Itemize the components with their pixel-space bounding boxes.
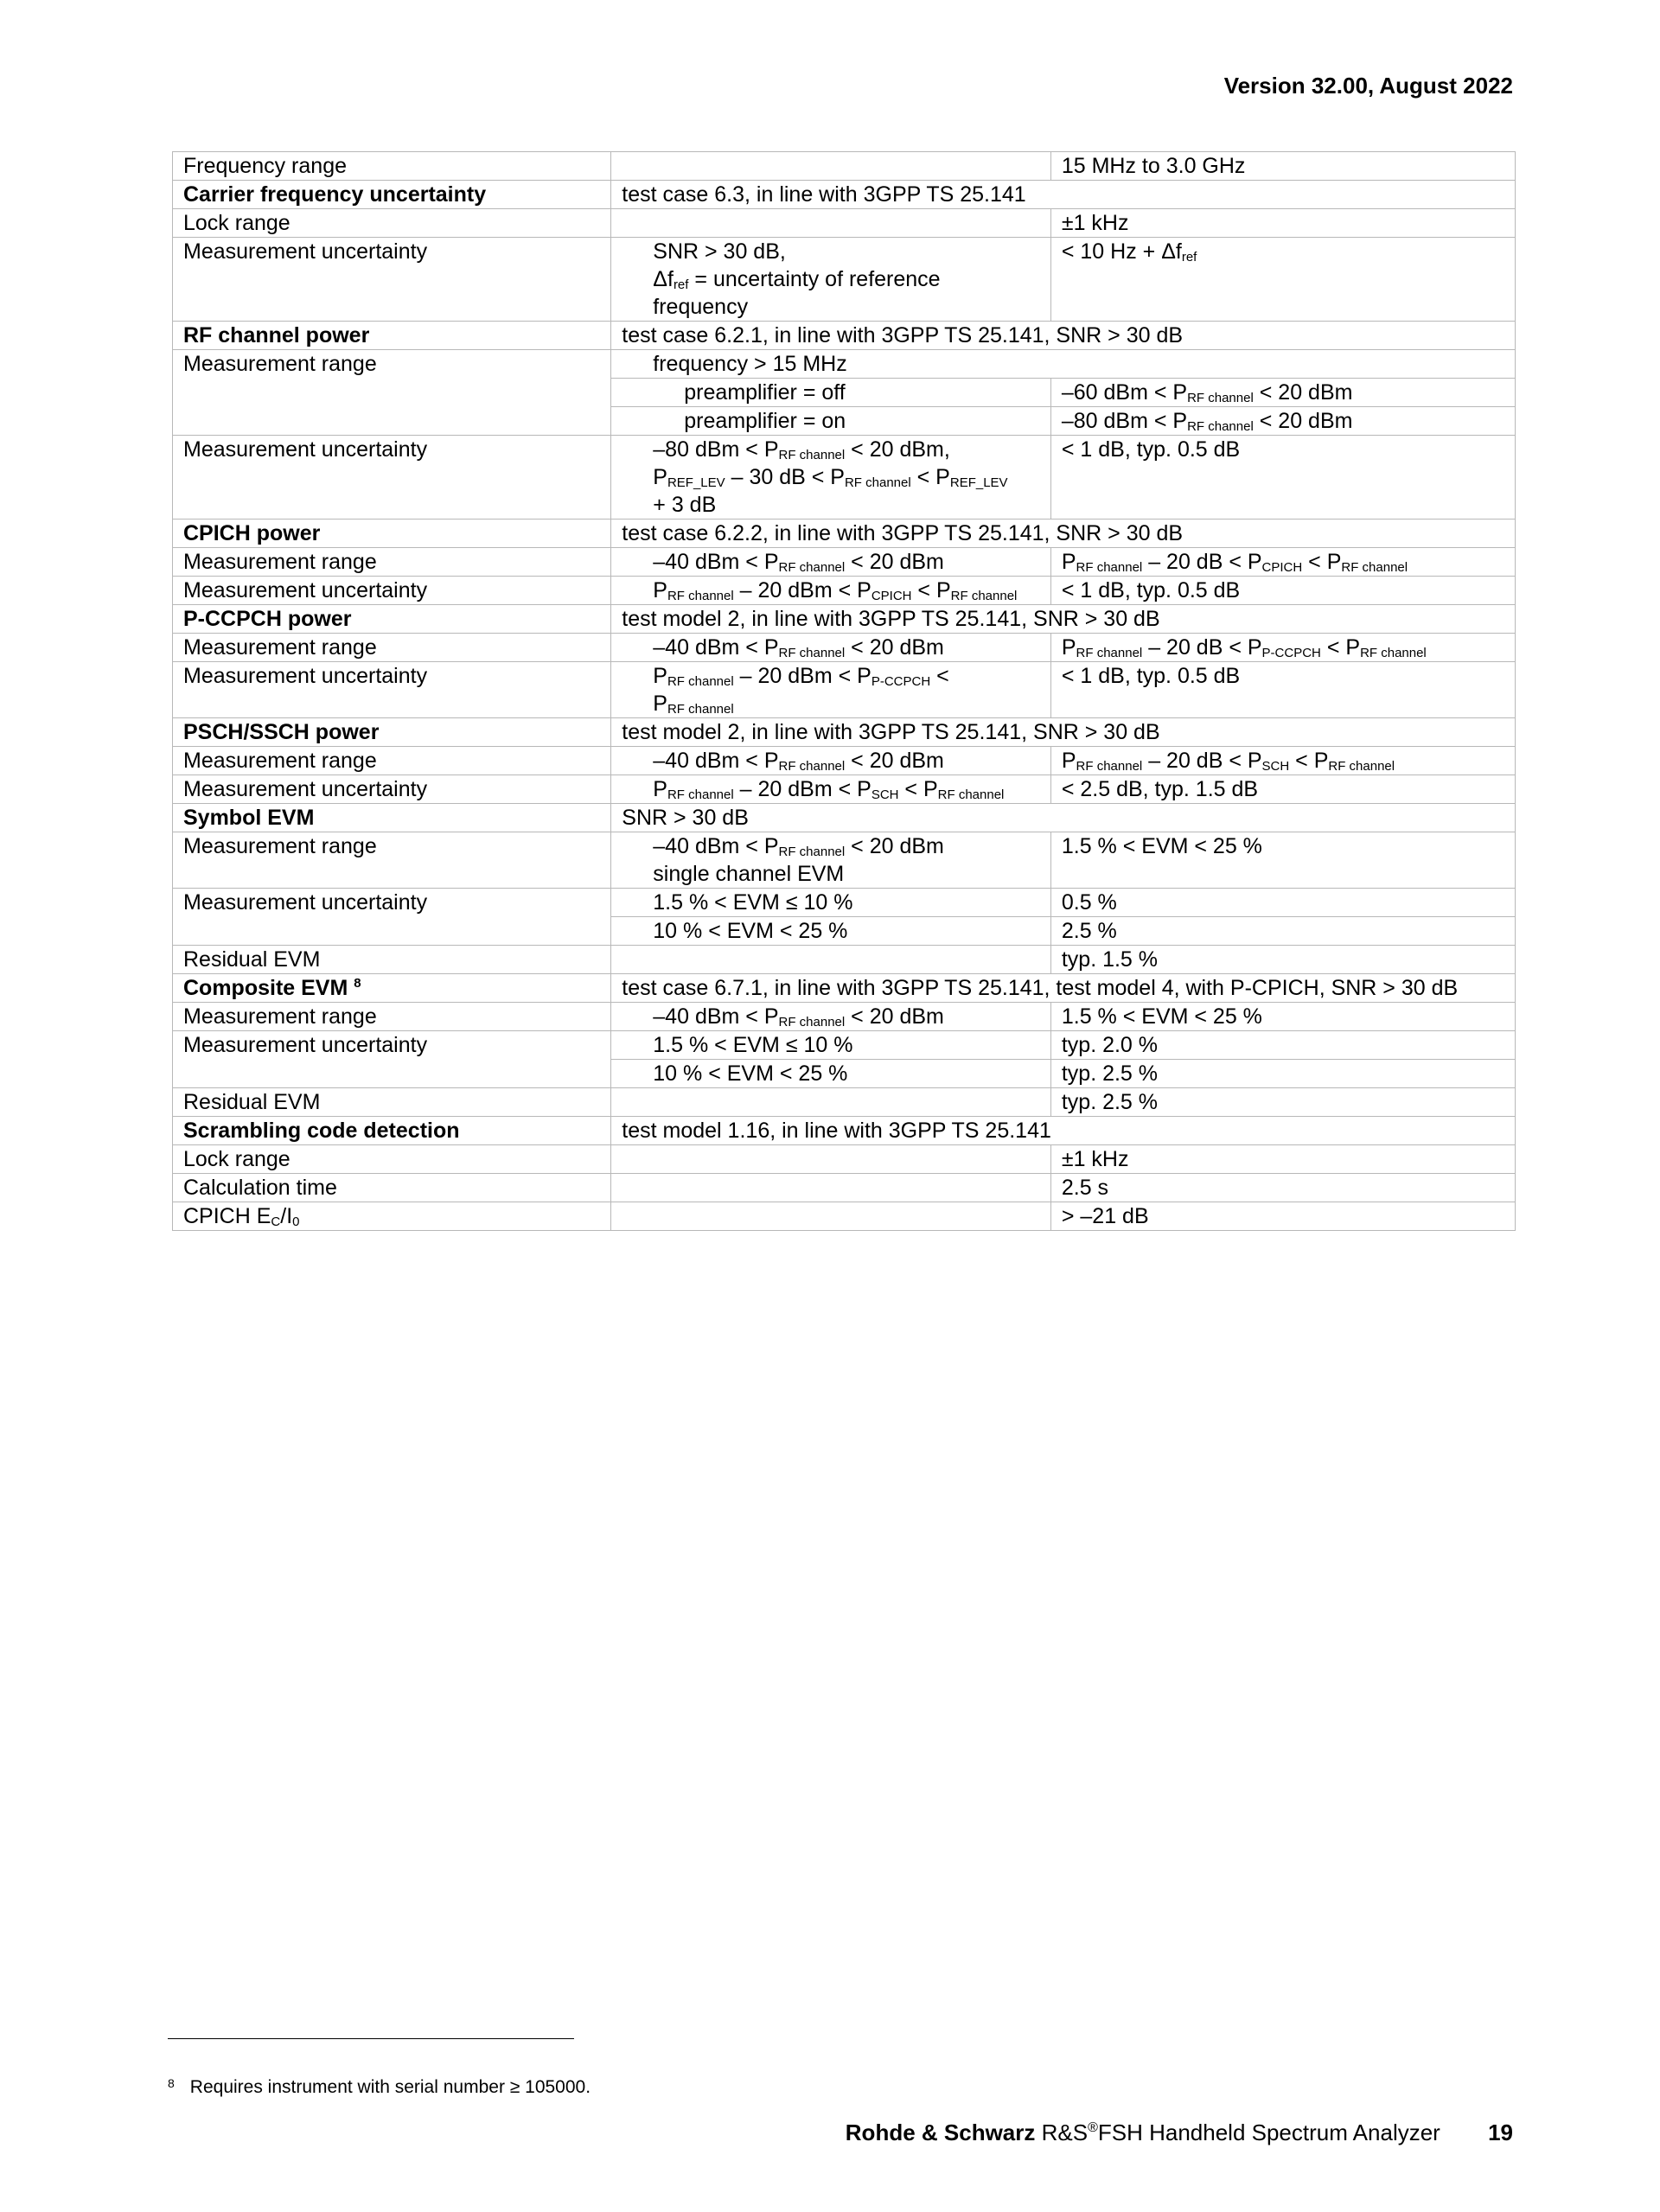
row-condition: –40 dBm < $P_{RF channel} < 20$ dBm bbox=[611, 634, 1051, 662]
table-row bbox=[173, 181, 1516, 209]
section-condition: test case 6.2.1, in line with 3GPP TS 25.141, SNR > 30 dB bbox=[611, 322, 1516, 350]
row-value: $P_{RF channel} - 20$ dB < $P_{CPICH} < P_{RF channel}$ bbox=[1050, 548, 1515, 577]
row-condition: preamplifier = on bbox=[611, 407, 1051, 436]
table-row bbox=[173, 634, 1516, 662]
row-value: 0.5 % bbox=[1050, 889, 1515, 917]
table-row bbox=[173, 577, 1516, 605]
page-footer bbox=[846, 2120, 1513, 2146]
table-row bbox=[173, 350, 1516, 379]
row-value: < 10 $Hz + \Delta f_{ref}$ bbox=[1050, 238, 1515, 322]
row-condition bbox=[611, 152, 1051, 181]
table-row bbox=[173, 1174, 1516, 1202]
row-value: –60 dBm < $P_{RF channel} < 20$ dBm bbox=[1050, 379, 1515, 407]
row-value: –80 dBm < $P_{RF channel} < 20$ dBm bbox=[1050, 407, 1515, 436]
row-label: Measurement range bbox=[173, 634, 611, 662]
footnote-number: 8 bbox=[168, 2076, 175, 2090]
row-value: ±1 kHz bbox=[1050, 209, 1515, 238]
section-heading: P-CCPCH power bbox=[173, 605, 611, 634]
page-number: 19 bbox=[1488, 2120, 1513, 2145]
row-condition: 10 % < EVM < 25 % bbox=[611, 917, 1051, 946]
row-condition: 10 % < EVM < 25 % bbox=[611, 1060, 1051, 1088]
row-value: ±1 kHz bbox=[1050, 1145, 1515, 1174]
footer-product: R&S®FSH Handheld Spectrum Analyzer bbox=[1041, 2120, 1440, 2145]
row-value: typ. 1.5 % bbox=[1050, 946, 1515, 974]
row-condition: –40 dBm < $P_{RF channel} < 20$ dBm single channel EVM bbox=[611, 832, 1051, 889]
row-condition bbox=[611, 946, 1051, 974]
row-condition: $P_{RF channel} - 20$ dBm < $P_{P-CCPCH}$ < $P_{RF channel}$ bbox=[611, 662, 1051, 718]
table-row bbox=[173, 718, 1516, 747]
section-heading: PSCH/SSCH power bbox=[173, 718, 611, 747]
table-row bbox=[173, 1031, 1516, 1060]
section-heading: RF channel power bbox=[173, 322, 611, 350]
row-label: Measurement uncertainty bbox=[173, 436, 611, 520]
table-row bbox=[173, 804, 1516, 832]
table-row bbox=[173, 152, 1516, 181]
row-value: typ. 2.5 % bbox=[1050, 1060, 1515, 1088]
section-condition: test model 1.16, in line with 3GPP TS 25.141 bbox=[611, 1117, 1516, 1145]
table-row bbox=[173, 548, 1516, 577]
row-value: 2.5 % bbox=[1050, 917, 1515, 946]
section-heading: Symbol EVM bbox=[173, 804, 611, 832]
row-condition: 1.5 % < EVM ≤ 10 % bbox=[611, 1031, 1051, 1060]
row-value: typ. 2.0 % bbox=[1050, 1031, 1515, 1060]
row-value: typ. 2.5 % bbox=[1050, 1088, 1515, 1117]
footnote-divider bbox=[168, 2038, 574, 2039]
footnote-ref: 8 bbox=[354, 976, 361, 991]
row-label: Measurement range bbox=[173, 1003, 611, 1031]
row-value: < 1 dB, typ. 0.5 dB bbox=[1050, 436, 1515, 520]
row-condition: –80 dBm < $P_{RF channel} < 20$ dBm, $P_{REF\_LEV} - 30$ dB < $P_{RF channel} < P_{REF\_LEV}$ + 3 dB bbox=[611, 436, 1051, 520]
table-row bbox=[173, 747, 1516, 775]
row-label: Lock range bbox=[173, 1145, 611, 1174]
table-row bbox=[173, 662, 1516, 718]
table-row bbox=[173, 605, 1516, 634]
row-value: 15 MHz to 3.0 GHz bbox=[1050, 152, 1515, 181]
row-condition bbox=[611, 209, 1051, 238]
row-condition: –40 dBm < $P_{RF channel} < 20$ dBm bbox=[611, 548, 1051, 577]
row-label: Residual EVM bbox=[173, 1088, 611, 1117]
row-label: Measurement range bbox=[173, 548, 611, 577]
table-row bbox=[173, 946, 1516, 974]
row-label: Measurement uncertainty bbox=[173, 238, 611, 322]
table-row bbox=[173, 1202, 1516, 1231]
table-row bbox=[173, 520, 1516, 548]
row-label: Measurement uncertainty bbox=[173, 1031, 611, 1088]
row-label: Measurement uncertainty bbox=[173, 577, 611, 605]
section-condition: test model 2, in line with 3GPP TS 25.141, SNR > 30 dB bbox=[611, 605, 1516, 634]
table-row bbox=[173, 322, 1516, 350]
section-condition: test model 2, in line with 3GPP TS 25.141, SNR > 30 dB bbox=[611, 718, 1516, 747]
row-condition bbox=[611, 1145, 1051, 1174]
table-row bbox=[173, 209, 1516, 238]
row-condition: –40 dBm < $P_{RF channel} < 20$ dBm bbox=[611, 1003, 1051, 1031]
section-condition: test case 6.7.1, in line with 3GPP TS 25.141, test model 4, with P-CPICH, SNR > 30 dB bbox=[611, 974, 1516, 1003]
row-label: Residual EVM bbox=[173, 946, 611, 974]
row-value: $P_{RF channel} - 20$ dB < $P_{P-CCPCH} < P_{RF channel}$ bbox=[1050, 634, 1515, 662]
row-label: Calculation time bbox=[173, 1174, 611, 1202]
table-row bbox=[173, 1003, 1516, 1031]
row-value: < 1 dB, typ. 0.5 dB bbox=[1050, 662, 1515, 718]
row-label: CPICH $E_C/I_0$ bbox=[173, 1202, 611, 1231]
footnote-text: Requires instrument with serial number ≥ 105000. bbox=[189, 2077, 591, 2097]
row-label: Measurement range bbox=[173, 350, 611, 436]
row-value: 1.5 % < EVM < 25 % bbox=[1050, 832, 1515, 889]
row-label: Measurement range bbox=[173, 747, 611, 775]
row-condition: frequency > 15 MHz bbox=[611, 350, 1516, 379]
section-heading: Scrambling code detection bbox=[173, 1117, 611, 1145]
table-row bbox=[173, 832, 1516, 889]
row-condition: –40 dBm < $P_{RF channel} < 20$ dBm bbox=[611, 747, 1051, 775]
section-heading: CPICH power bbox=[173, 520, 611, 548]
table-row bbox=[173, 238, 1516, 322]
section-heading: Carrier frequency uncertainty bbox=[173, 181, 611, 209]
row-condition: preamplifier = off bbox=[611, 379, 1051, 407]
row-value: 1.5 % < EVM < 25 % bbox=[1050, 1003, 1515, 1031]
table-row bbox=[173, 775, 1516, 804]
row-value: > –21 dB bbox=[1050, 1202, 1515, 1231]
row-value: < 2.5 dB, typ. 1.5 dB bbox=[1050, 775, 1515, 804]
table-row bbox=[173, 1117, 1516, 1145]
row-label: Frequency range bbox=[173, 152, 611, 181]
row-condition: $P_{RF channel} - 20$ dBm < $P_{CPICH} < P_{RF channel}$ bbox=[611, 577, 1051, 605]
table-row bbox=[173, 1088, 1516, 1117]
footnote bbox=[168, 2076, 591, 2098]
row-condition: $P_{RF channel} - 20$ dBm < $P_{SCH} < P_{RF channel}$ bbox=[611, 775, 1051, 804]
row-condition bbox=[611, 1202, 1051, 1231]
section-condition: test case 6.3, in line with 3GPP TS 25.141 bbox=[611, 181, 1516, 209]
row-label: Measurement uncertainty bbox=[173, 889, 611, 946]
row-condition: SNR > 30 dB, $\Delta f_{ref}$ = uncertainty of reference frequency bbox=[611, 238, 1051, 322]
section-heading: Composite EVM $^8$ bbox=[173, 974, 611, 1003]
row-value: $P_{RF channel} - 20$ dB < $P_{SCH} < P_{RF channel}$ bbox=[1050, 747, 1515, 775]
row-condition bbox=[611, 1088, 1051, 1117]
row-value: < 1 dB, typ. 0.5 dB bbox=[1050, 577, 1515, 605]
spec-table bbox=[172, 151, 1516, 1231]
document-version: Version 32.00, August 2022 bbox=[1223, 73, 1513, 99]
row-label: Lock range bbox=[173, 209, 611, 238]
row-label: Measurement uncertainty bbox=[173, 775, 611, 804]
row-condition: 1.5 % < EVM ≤ 10 % bbox=[611, 889, 1051, 917]
row-label: Measurement range bbox=[173, 832, 611, 889]
section-condition: SNR > 30 dB bbox=[611, 804, 1516, 832]
row-condition bbox=[611, 1174, 1051, 1202]
footer-company: Rohde & Schwarz bbox=[845, 2120, 1036, 2145]
table-row bbox=[173, 436, 1516, 520]
row-label: Measurement uncertainty bbox=[173, 662, 611, 718]
table-row bbox=[173, 889, 1516, 917]
table-row bbox=[173, 974, 1516, 1003]
table-row bbox=[173, 1145, 1516, 1174]
row-value: 2.5 s bbox=[1050, 1174, 1515, 1202]
section-condition: test case 6.2.2, in line with 3GPP TS 25.141, SNR > 30 dB bbox=[611, 520, 1516, 548]
